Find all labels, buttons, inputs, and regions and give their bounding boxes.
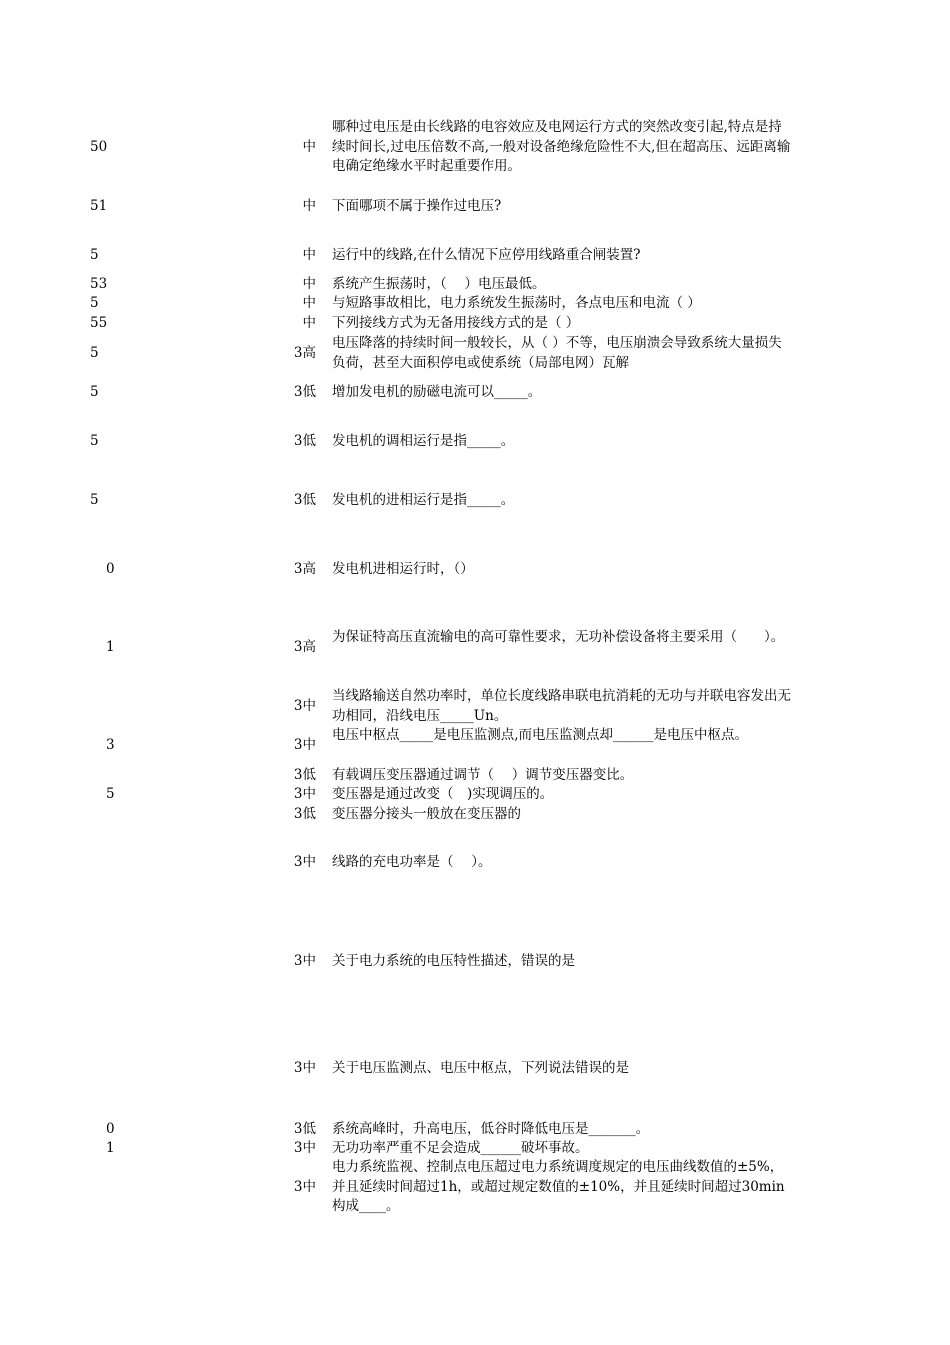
question-number: 0 [106,561,115,577]
difficulty-level: 3中 [293,953,316,969]
difficulty-level: 中 [302,247,316,263]
difficulty-level: 3低 [293,384,316,400]
difficulty-level: 3高 [293,639,316,655]
difficulty-level: 3中 [293,737,316,753]
question-text: 关于电力系统的电压特性描述，错误的是 [332,953,575,969]
question-number: 50 [90,139,108,155]
question-text: 当线路输送自然功率时，单位长度线路串联电抗消耗的无功与并联电容发出无功相同，沿线电压_____Un。 [332,688,791,724]
question-number: 51 [90,198,108,214]
difficulty-level: 3低 [293,806,316,822]
question-text: 关于电压监测点、电压中枢点，下列说法错误的是 [332,1060,629,1076]
question-text: 运行中的线路,在什么情况下应停用线路重合闸装置? [332,247,641,263]
difficulty-level: 中 [302,295,316,311]
question-text: 电压降落的持续时间一般较长，从（ ）不等，电压崩溃会导致系统大量损失负荷，甚至大面积停电或使系统（局部电网）瓦解 [332,335,782,371]
question-text: 有载调压变压器通过调节（ ）调节变压器变比。 [332,767,634,783]
difficulty-level: 3高 [293,345,316,361]
question-number: 0 [106,1121,115,1137]
question-text: 系统高峰时，升高电压，低谷时降低电压是_______。 [332,1121,650,1137]
difficulty-level: 3低 [293,492,316,508]
difficulty-level: 中 [302,276,316,292]
question-number: 53 [90,276,108,292]
question-text: 电压中枢点_____是电压监测点,而电压监测点却______是电压中枢点。 [332,727,749,743]
question-text: 发电机的进相运行是指_____。 [332,492,515,508]
question-text: 无功功率严重不足会造成______破坏事故。 [332,1140,589,1156]
question-text: 电力系统监视、控制点电压超过电力系统调度规定的电压曲线数值的±5%，并且延续时间超过1h，或超过规定数值的±10%，并且延续时间超过30min构成____。 [332,1159,785,1214]
question-text: 哪种过电压是由长线路的电容效应及电网运行方式的突然改变引起,特点是持续时间长,过电压倍数不高,一般对设备绝缘危险性不大,但在超高压、远距离输电确定绝缘水平时起重要作用。 [332,119,791,174]
question-text: 为保证特高压直流输电的高可靠性要求，无功补偿设备将主要采用（ ）。 [332,629,785,645]
question-number: 1 [106,639,115,655]
difficulty-level: 中 [302,198,316,214]
question-number: 5 [90,492,99,508]
difficulty-level: 3中 [293,1060,316,1076]
difficulty-level: 3低 [293,433,316,449]
question-number: 3 [106,737,115,753]
question-number: 5 [90,295,99,311]
difficulty-level: 3中 [293,1140,316,1156]
question-text: 与短路事故相比，电力系统发生振荡时，各点电压和电流（ ） [332,295,701,311]
difficulty-level: 3中 [293,854,316,870]
difficulty-level: 中 [302,315,316,331]
question-number: 5 [90,247,99,263]
difficulty-level: 3低 [293,767,316,783]
question-text: 变压器分接头一般放在变压器的 [332,806,521,822]
question-text: 发电机的调相运行是指_____。 [332,433,515,449]
question-number: 5 [90,433,99,449]
question-text: 增加发电机的励磁电流可以_____。 [332,384,542,400]
difficulty-level: 3低 [293,1121,316,1137]
difficulty-level: 3中 [293,786,316,802]
question-number: 5 [106,786,115,802]
question-number: 1 [106,1140,115,1156]
question-text: 发电机进相运行时，（） [332,561,474,577]
question-text: 系统产生振荡时，（ ）电压最低。 [332,276,546,292]
difficulty-level: 中 [302,139,316,155]
question-number: 5 [90,345,99,361]
difficulty-level: 3中 [293,698,316,714]
question-text: 线路的充电功率是（ ）。 [332,854,492,870]
difficulty-level: 3中 [293,1179,316,1195]
question-number: 55 [90,315,108,331]
question-text: 下列接线方式为无备用接线方式的是（ ） [332,315,580,331]
difficulty-level: 3高 [293,561,316,577]
question-number: 5 [90,384,99,400]
question-text: 变压器是通过改变（ )实现调压的。 [332,786,554,802]
question-text: 下面哪项不属于操作过电压? [332,198,502,214]
